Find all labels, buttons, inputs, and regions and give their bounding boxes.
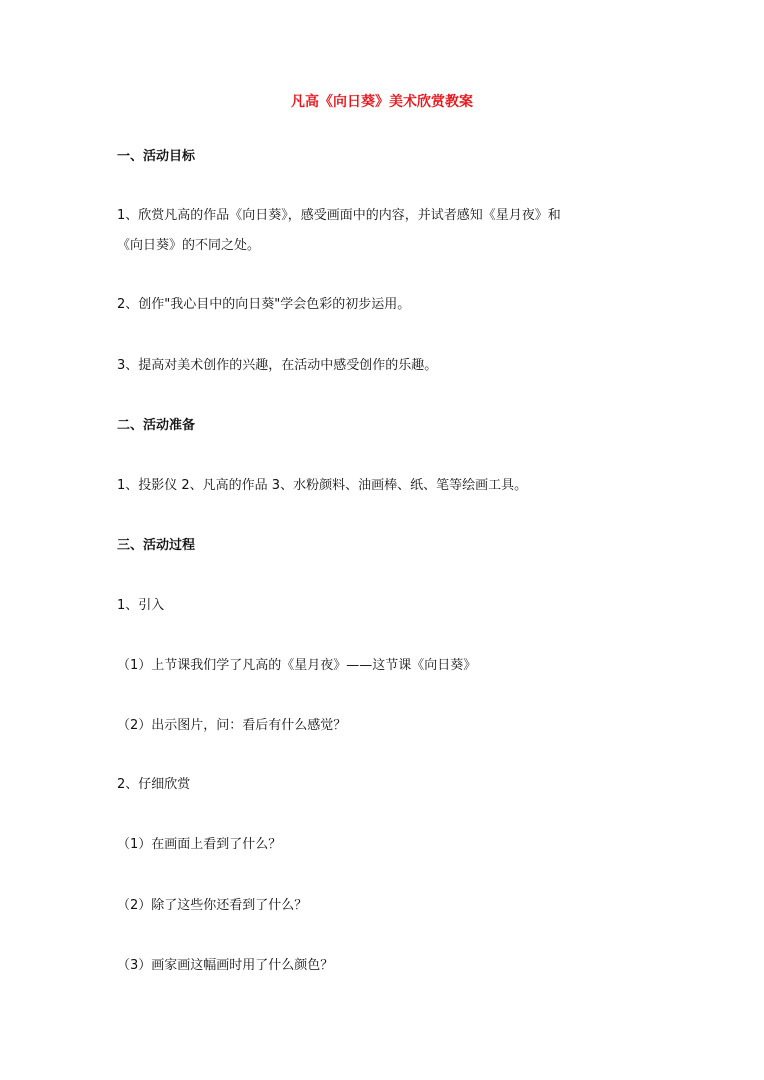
process-appreciate-item-2: （2）除了这些你还看到了什么？ [117, 898, 308, 913]
goal-3: 3、提高对美术创作的兴趣，在活动中感受创作的乐趣。 [117, 358, 438, 373]
preparation-items: 1、投影仪 2、凡高的作品 3、水粉颜料、油画棒、纸、笔等绘画工具。 [117, 478, 528, 493]
process-appreciate-item-1: （1）在画面上看到了什么？ [117, 837, 282, 852]
process-step-appreciate: 2、仔细欣赏 [117, 777, 191, 792]
section-heading-preparation: 二、活动准备 [117, 418, 196, 433]
goal-1-line-1: 1、欣赏凡高的作品《向日葵》，感受画面中的内容，并试者感知《星月夜》和 [117, 208, 561, 223]
section-heading-goals: 一、活动目标 [117, 149, 196, 164]
process-intro-item-2: （2）出示图片，问：看后有什么感觉？ [117, 718, 347, 733]
process-appreciate-item-3: （3）画家画这幅画时用了什么颜色？ [117, 958, 334, 973]
document-title: 凡高《向日葵》美术欣赏教案 [291, 94, 473, 110]
goal-1-line-2: 《向日葵》的不同之处。 [117, 238, 261, 253]
process-intro-item-1: （1）上节课我们学了凡高的《星月夜》——这节课《向日葵》 [117, 658, 477, 673]
process-step-intro: 1、引入 [117, 598, 165, 613]
goal-2: 2、创作"我心目中的向日葵"学会色彩的初步运用。 [117, 297, 411, 312]
section-heading-process: 三、活动过程 [117, 538, 196, 553]
